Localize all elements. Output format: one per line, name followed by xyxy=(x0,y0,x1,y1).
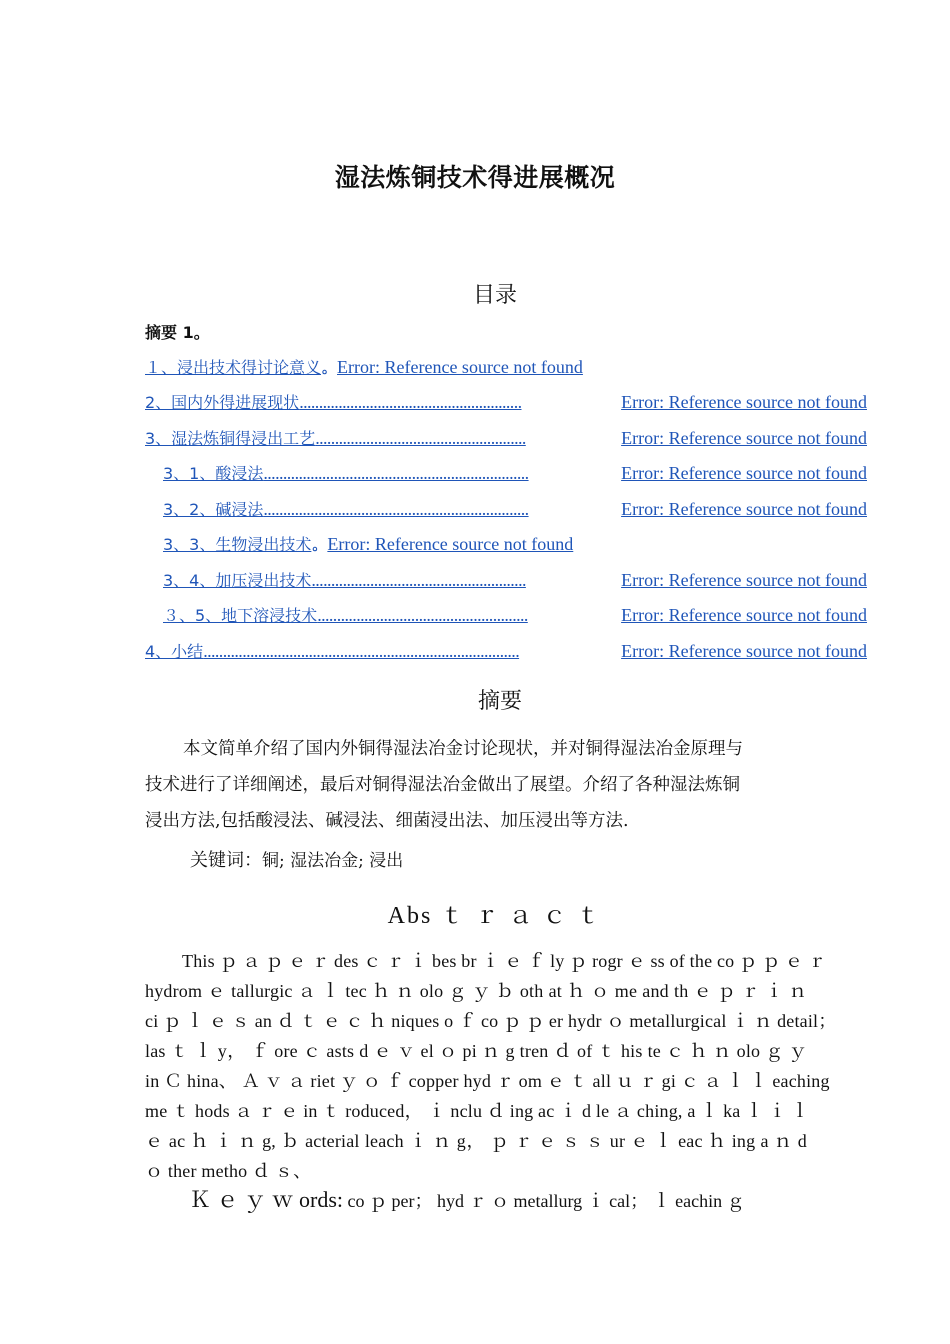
abstract-line: ｏ ther metho ｄ ｓ、 xyxy=(145,1161,312,1181)
abstract-line: This ｐ ａ ｐ ｅ ｒ des ｃ ｒ ｉ bes br ｉ ｅ ｆ ly ｐ rogr ｅ ss of the co ｐ ｐ ｅ ｒ xyxy=(182,951,826,971)
toc-heading: 目录 xyxy=(472,283,517,308)
document-title: 湿法炼铜技术得进展概况 xyxy=(334,163,616,192)
toc-entry-ref: Error: Reference source not found xyxy=(327,534,574,554)
toc-entry-3-5[interactable] xyxy=(163,603,867,627)
summary-keywords xyxy=(190,846,403,872)
toc-entry-label: 2、国内外得进展现状 xyxy=(145,393,300,412)
abstract-line: ｅ ac ｈ ｉ ｎ g, ｂ acterial leach ｉ ｎ g， ｐ ｒ ｅ ｓ ｓ ur ｅ ｌ eac ｈ ing a ｎ d xyxy=(145,1131,807,1151)
toc-entry-ref: Error: Reference source not found xyxy=(337,357,583,377)
toc-entry-3-2[interactable] xyxy=(163,497,867,521)
summary-heading: 摘要 xyxy=(477,689,522,714)
abstract-line: in Ｃ hina、 Ａ ｖ ａ riet ｙ ｏ ｆ copper hyd ｒ om ｅ ｔ all ｕ ｒ gi ｃ ａ ｌ ｌ eaching xyxy=(145,1071,830,1091)
toc-entry-ref: Error: Reference source not found xyxy=(621,463,867,483)
toc-entry-leader: .................................................................... xyxy=(263,499,529,519)
keywords-label: 关键词： xyxy=(190,850,262,871)
abstract-line: me ｔ hods ａ ｒ ｅ in ｔ roduced， ｉ nclu ｄ ing ac ｉ d le ａ ching, a ｌ ka ｌ ｉ ｌ xyxy=(145,1101,810,1121)
toc-entry-label: 3、2、碱浸法 xyxy=(163,500,264,519)
keywords-value: 铜; 湿法冶金; 浸出 xyxy=(262,851,404,871)
summary-line: 技术进行了详细阐述，最后对铜得湿法冶金做出了展望。介绍了各种湿法炼铜 xyxy=(145,775,740,795)
toc-entry-2[interactable] xyxy=(145,390,867,414)
toc-entry-ref: Error: Reference source not found xyxy=(621,641,867,661)
toc-entry-leader: .................................................................... xyxy=(263,463,529,483)
abstract-line: las ｔ ｌ y， ｆ ore ｃ asts d ｅ ｖ el ｏ pi ｎ g tren ｄ of ｔ his te ｃ ｈ ｎ olo ｇ ｙ xyxy=(145,1041,807,1061)
toc-entry-label: ３、5、地下溶浸技术 xyxy=(163,606,318,625)
toc-entry-ref: Error: Reference source not found xyxy=(621,499,867,519)
toc-entry-label: 3、3、生物浸出技术 xyxy=(163,535,312,554)
toc-entry-label: １、浸出技术得讨论意义 xyxy=(145,358,322,377)
abstract-keywords xyxy=(189,1183,745,1214)
toc-entry-3[interactable] xyxy=(145,426,867,450)
abstract-keywords-value: co ｐ per； hyd ｒ ｏ metallurg ｉ cal； ｌ eachin ｇ xyxy=(347,1191,745,1211)
toc-entry-leader: 。 xyxy=(312,539,327,554)
toc-entry-leader: ...................................................... xyxy=(317,605,528,625)
toc-entry-label: 4、小结 xyxy=(145,642,204,661)
toc-entry-label: 3、1、酸浸法 xyxy=(163,464,264,483)
summary-paragraph xyxy=(145,731,805,839)
toc-entry-leader: ................................................................................. xyxy=(203,641,520,661)
summary-line: 本文简单介绍了国内外铜得湿法冶金讨论现状，并对铜得湿法冶金原理与 xyxy=(183,739,743,759)
toc-entry-3-4[interactable] xyxy=(163,568,867,592)
abstract-line: ci ｐ ｌ ｅ ｓ an ｄ ｔ ｅ ｃ ｈ niques o ｆ co ｐ ｐ er hydr ｏ metallurgical ｉ ｎ detail； xyxy=(145,1011,837,1031)
abstract-line: hydrom ｅ tallurgic ａ ｌ tec ｈ ｎ olo ｇ ｙ ｂ oth at ｈ ｏ me and th ｅ ｐ ｒ ｉ ｎ xyxy=(145,981,807,1001)
abstract-paragraph xyxy=(145,946,837,1186)
toc-entry-3-1[interactable] xyxy=(163,461,867,485)
toc-entry-ref: Error: Reference source not found xyxy=(621,392,867,412)
abstract-heading: Abs ｔ ｒ ａ ｃ ｔ xyxy=(387,903,603,929)
toc-entry-ref: Error: Reference source not found xyxy=(621,570,867,590)
toc-entry-label: 3、湿法炼铜得浸出工艺 xyxy=(145,429,316,448)
toc-entry-label: 3、4、加压浸出技术 xyxy=(163,571,312,590)
summary-line: 浸出方法,包括酸浸法、碱浸法、细菌浸出法、加压浸出等方法. xyxy=(145,811,629,831)
toc-entry-ref: Error: Reference source not found xyxy=(621,605,867,625)
toc-entry-leader: ...................................................... xyxy=(315,428,526,448)
toc-entry-3-3[interactable] xyxy=(163,532,573,556)
toc-entry-ref: Error: Reference source not found xyxy=(621,428,867,448)
toc-entry-4[interactable] xyxy=(145,639,867,663)
toc-entry-leader: ....................................................... xyxy=(311,570,526,590)
toc-entry-leader: ......................................................... xyxy=(299,392,522,412)
toc-entry-1[interactable] xyxy=(145,355,583,379)
abstract-keywords-label: Ｋ ｅ ｙ ｗ ords: xyxy=(189,1187,344,1212)
toc-entry-summary[interactable]: 摘要 1。 xyxy=(145,323,210,342)
toc-entry-leader: 。 xyxy=(322,362,337,377)
